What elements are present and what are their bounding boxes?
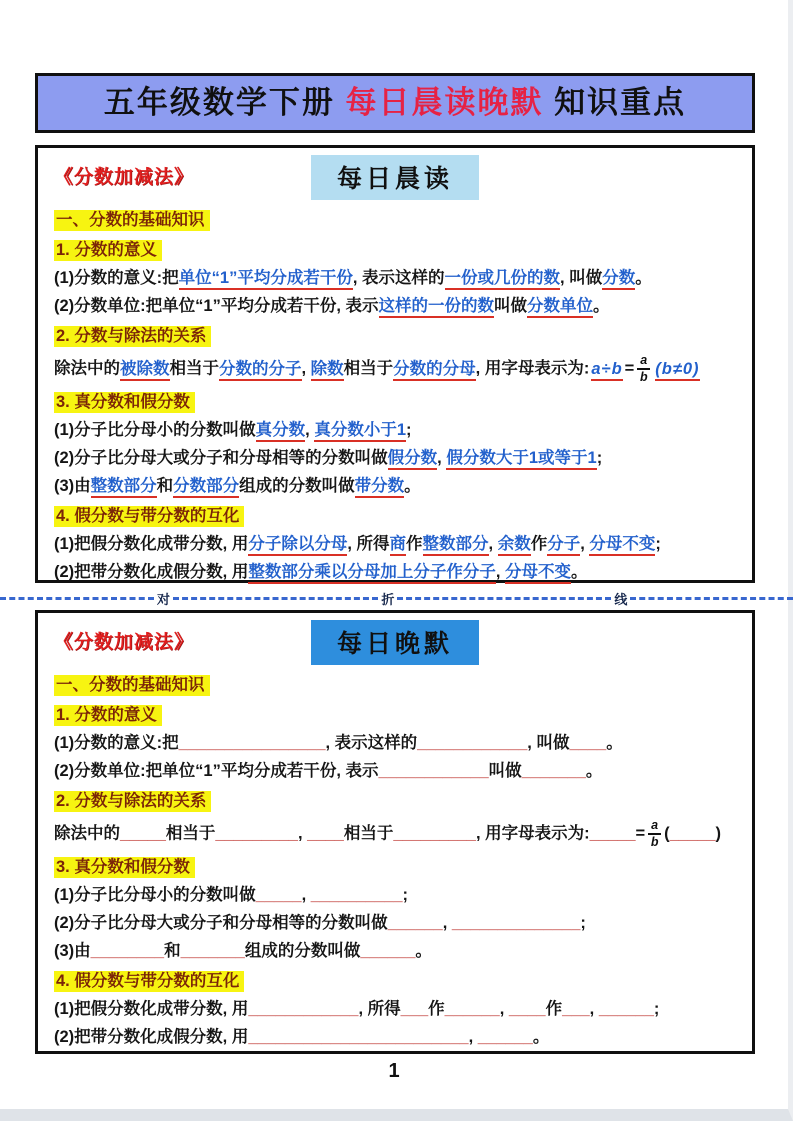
text-segment: ; bbox=[655, 535, 661, 553]
text-line bbox=[54, 354, 736, 383]
heading-text: 3. 真分数和假分数 bbox=[54, 392, 195, 413]
blank-field: ______ bbox=[598, 1000, 654, 1018]
text-segment: 作 bbox=[530, 535, 548, 553]
section-heading bbox=[54, 392, 736, 413]
text-segment: (2)分子比分母大或分子和分母相等的分数叫做 bbox=[54, 914, 388, 932]
text-segment: (2)分数单位:把单位“1”平均分成若干份, 表示 bbox=[54, 297, 379, 315]
text-segment: 。 bbox=[532, 1028, 550, 1046]
text-segment: , bbox=[495, 563, 506, 581]
section-heading bbox=[54, 971, 736, 992]
text-segment: = bbox=[635, 824, 646, 843]
evening-content bbox=[38, 664, 752, 1055]
fold-label-2: 折 bbox=[381, 591, 395, 607]
fraction: $\frac{a}{b}$ bbox=[648, 819, 661, 848]
text-segment: (2)把带分数化成假分数, 用 bbox=[54, 1028, 249, 1046]
text-segment: 除法中的 bbox=[54, 824, 120, 843]
text-line bbox=[54, 1027, 736, 1048]
text-segment: 作 bbox=[428, 1000, 445, 1018]
morning-section-header bbox=[38, 153, 752, 199]
section-heading bbox=[54, 506, 736, 527]
heading-text: 3. 真分数和假分数 bbox=[54, 857, 195, 878]
unit-title: 《分数加减法》 bbox=[54, 632, 195, 653]
text-line bbox=[54, 420, 736, 441]
blank-field: ____________ bbox=[248, 1000, 359, 1018]
text-segment: (2)把带分数化成假分数, 用 bbox=[54, 563, 249, 581]
evening-section-header bbox=[38, 618, 752, 664]
fold-dash-segment bbox=[173, 597, 378, 600]
key-term: 单位“1”平均分成若干份 bbox=[179, 269, 353, 290]
text-segment: 相当于 bbox=[165, 824, 216, 843]
text-segment: (1)分子比分母小的分数叫做 bbox=[54, 421, 256, 439]
text-segment: , 叫做 bbox=[527, 734, 570, 752]
key-term: 真分数 bbox=[256, 421, 306, 442]
evening-badge: 每日晚默 bbox=[311, 620, 479, 665]
blank-field: ________ bbox=[90, 942, 165, 960]
text-line bbox=[54, 296, 736, 317]
section-heading bbox=[54, 705, 736, 726]
fold-label-3: 线 bbox=[614, 591, 628, 607]
key-term: 真分数小于1 bbox=[314, 421, 406, 442]
text-line bbox=[54, 819, 736, 848]
fraction: $\frac{a}{b}$ bbox=[637, 354, 650, 383]
text-segment: , 所得 bbox=[347, 535, 390, 553]
section-heading bbox=[54, 675, 736, 696]
heading-text: 4. 假分数与带分数的互化 bbox=[54, 506, 244, 527]
section-heading bbox=[54, 857, 736, 878]
blank-field: ______ bbox=[360, 942, 416, 960]
fold-dash-segment bbox=[397, 597, 611, 600]
text-segment: 。 bbox=[571, 563, 588, 581]
text-segment: (1)分数的意义:把 bbox=[54, 269, 179, 287]
blank-field: _____ bbox=[120, 824, 166, 843]
text-segment: , bbox=[301, 359, 311, 378]
evening-dictation-section bbox=[35, 610, 755, 1054]
text-segment: 和 bbox=[164, 942, 181, 960]
key-term: 分数的分子 bbox=[219, 360, 302, 381]
key-term: 商 bbox=[390, 535, 407, 556]
text-segment: (1)把假分数化成带分数, 用 bbox=[54, 535, 249, 553]
title-part-left: 五年级数学下册 bbox=[103, 85, 346, 120]
text-segment: , 叫做 bbox=[560, 269, 603, 287]
key-term: 分数的分母 bbox=[393, 360, 476, 381]
text-segment: 除法中的 bbox=[54, 359, 120, 378]
key-term: 假分数大于1或等于1 bbox=[446, 449, 596, 470]
key-term: 这样的一份的数 bbox=[379, 297, 495, 318]
text-segment: (2)分子比分母大或分子和分母相等的分数叫做 bbox=[54, 449, 388, 467]
heading-text: 2. 分数与除法的关系 bbox=[54, 791, 211, 812]
text-line bbox=[54, 448, 736, 469]
text-segment: , 表示这样的 bbox=[352, 269, 445, 287]
title-part-right: 知识重点 bbox=[543, 85, 687, 120]
text-segment: 。 bbox=[606, 734, 623, 752]
text-segment: 组成的分数叫做 bbox=[244, 942, 361, 960]
text-segment: 。 bbox=[593, 297, 610, 315]
text-segment: , bbox=[499, 1000, 509, 1018]
key-term: 余数 bbox=[498, 535, 531, 556]
text-line bbox=[54, 476, 736, 497]
section-heading bbox=[54, 791, 736, 812]
text-line bbox=[54, 761, 736, 782]
blank-field: ____ bbox=[508, 1000, 546, 1018]
text-line bbox=[54, 268, 736, 289]
text-segment: (3)由 bbox=[54, 477, 91, 495]
section-heading bbox=[54, 210, 736, 231]
text-segment: , bbox=[301, 886, 311, 904]
section-heading bbox=[54, 326, 736, 347]
document-title bbox=[35, 73, 755, 133]
text-segment: , bbox=[580, 535, 590, 553]
text-segment: 。 bbox=[585, 762, 603, 780]
title-part-highlight: 每日晨读晚默 bbox=[345, 85, 544, 120]
blank-field: __________ bbox=[310, 886, 403, 904]
heading-text: 1. 分数的意义 bbox=[54, 705, 162, 726]
text-line bbox=[54, 562, 736, 583]
blank-field: _________ bbox=[393, 824, 476, 843]
key-term: 分子除以分母 bbox=[248, 535, 347, 556]
text-segment: , 用字母表示为: bbox=[475, 359, 590, 378]
key-term: 分数部分 bbox=[173, 477, 239, 498]
key-term: 分母不变 bbox=[589, 535, 655, 556]
text-line bbox=[54, 534, 736, 555]
section-heading bbox=[54, 240, 736, 261]
text-segment: (1)分数的意义:把 bbox=[54, 734, 179, 752]
blank-field: ____________ bbox=[417, 734, 528, 752]
morning-content bbox=[38, 199, 752, 590]
key-term: (b≠0) bbox=[655, 360, 699, 381]
text-segment: , bbox=[589, 1000, 599, 1018]
key-term: 整数部分乘以分母加上分子作分子 bbox=[248, 563, 496, 584]
blank-field: _____ bbox=[669, 824, 716, 843]
text-segment: ; bbox=[580, 914, 586, 932]
text-segment: , bbox=[297, 824, 308, 843]
key-term: 分数 bbox=[602, 269, 635, 290]
text-segment: 作 bbox=[406, 535, 423, 553]
heading-text: 一、分数的基础知识 bbox=[54, 675, 210, 696]
blank-field: _________ bbox=[215, 824, 298, 843]
fold-dash-segment bbox=[0, 597, 154, 600]
text-line bbox=[54, 913, 736, 934]
text-segment: = bbox=[624, 359, 635, 378]
blank-field: _______ bbox=[521, 762, 586, 780]
heading-text: 2. 分数与除法的关系 bbox=[54, 326, 211, 347]
text-segment: , bbox=[488, 535, 498, 553]
fold-line bbox=[0, 589, 793, 607]
blank-field: ______ bbox=[444, 1000, 500, 1018]
text-segment: 叫做 bbox=[494, 297, 528, 315]
key-term: 一份或几份的数 bbox=[445, 269, 561, 290]
page-number: 1 bbox=[388, 1060, 400, 1082]
text-segment: , bbox=[305, 421, 315, 439]
text-segment: , bbox=[442, 914, 452, 932]
key-term: 除数 bbox=[311, 360, 344, 381]
key-term: 整数部分 bbox=[423, 535, 489, 556]
text-line bbox=[54, 999, 736, 1020]
heading-text: 一、分数的基础知识 bbox=[54, 210, 210, 231]
text-segment: (2)分数单位:把单位“1”平均分成若干份, 表示 bbox=[54, 762, 379, 780]
heading-text: 4. 假分数与带分数的互化 bbox=[54, 971, 244, 992]
text-segment: 组成的分数叫做 bbox=[239, 477, 355, 495]
key-term: 分母不变 bbox=[505, 563, 571, 584]
text-segment: 。 bbox=[404, 477, 421, 495]
key-term: 分子 bbox=[547, 535, 580, 556]
key-term: a÷b bbox=[591, 360, 622, 381]
key-term: 分数单位 bbox=[527, 297, 593, 318]
morning-badge: 每日晨读 bbox=[311, 155, 479, 200]
text-segment: (3)由 bbox=[54, 942, 91, 960]
blank-field: ____ bbox=[569, 734, 607, 752]
text-segment: ; bbox=[596, 449, 603, 467]
key-term: 整数部分 bbox=[91, 477, 157, 498]
key-term: 被除数 bbox=[120, 360, 170, 381]
text-segment: , 表示这样的 bbox=[325, 734, 418, 752]
blank-field: ______ bbox=[477, 1028, 533, 1046]
text-line bbox=[54, 733, 736, 754]
text-segment: , 所得 bbox=[358, 1000, 401, 1018]
text-segment: 相当于 bbox=[343, 824, 394, 843]
blank-field: ____ bbox=[307, 824, 344, 843]
text-segment: ( bbox=[664, 824, 670, 843]
text-segment: 相当于 bbox=[343, 359, 394, 378]
blank-field: _____ bbox=[255, 886, 302, 904]
blank-field: ___ bbox=[400, 1000, 429, 1018]
text-segment: ) bbox=[715, 824, 722, 843]
blank-field: _____ bbox=[589, 824, 636, 843]
blank-field: _______ bbox=[180, 942, 245, 960]
text-segment: , bbox=[468, 1028, 478, 1046]
text-segment: 和 bbox=[156, 477, 174, 495]
text-segment: 。 bbox=[635, 269, 652, 287]
text-segment: 。 bbox=[415, 942, 432, 960]
heading-text: 1. 分数的意义 bbox=[54, 240, 162, 261]
text-segment: (1)把假分数化成带分数, 用 bbox=[54, 1000, 249, 1018]
blank-field: ________________ bbox=[178, 734, 326, 752]
text-segment: (1)分子比分母小的分数叫做 bbox=[54, 886, 256, 904]
text-segment: ; bbox=[402, 886, 408, 904]
fold-dash-segment bbox=[630, 597, 793, 600]
text-segment: ; bbox=[406, 421, 412, 439]
fold-label-1: 对 bbox=[157, 591, 171, 607]
text-line bbox=[54, 941, 736, 962]
text-segment: 叫做 bbox=[488, 762, 522, 780]
text-segment: 相当于 bbox=[169, 359, 219, 378]
key-term: 带分数 bbox=[355, 477, 405, 498]
blank-field: ______________ bbox=[451, 914, 581, 932]
text-segment: 作 bbox=[545, 1000, 563, 1018]
morning-reading-section bbox=[35, 145, 755, 583]
blank-field: ___ bbox=[562, 1000, 590, 1018]
text-segment: ; bbox=[653, 1000, 660, 1018]
blank-field: ______ bbox=[387, 914, 443, 932]
unit-title: 《分数加减法》 bbox=[54, 167, 195, 188]
blank-field: ____________ bbox=[378, 762, 489, 780]
text-segment: , 用字母表示为: bbox=[475, 824, 590, 843]
key-term: 假分数 bbox=[388, 449, 438, 470]
text-line bbox=[54, 885, 736, 906]
text-segment: , bbox=[437, 449, 447, 467]
blank-field: ________________________ bbox=[248, 1028, 469, 1046]
